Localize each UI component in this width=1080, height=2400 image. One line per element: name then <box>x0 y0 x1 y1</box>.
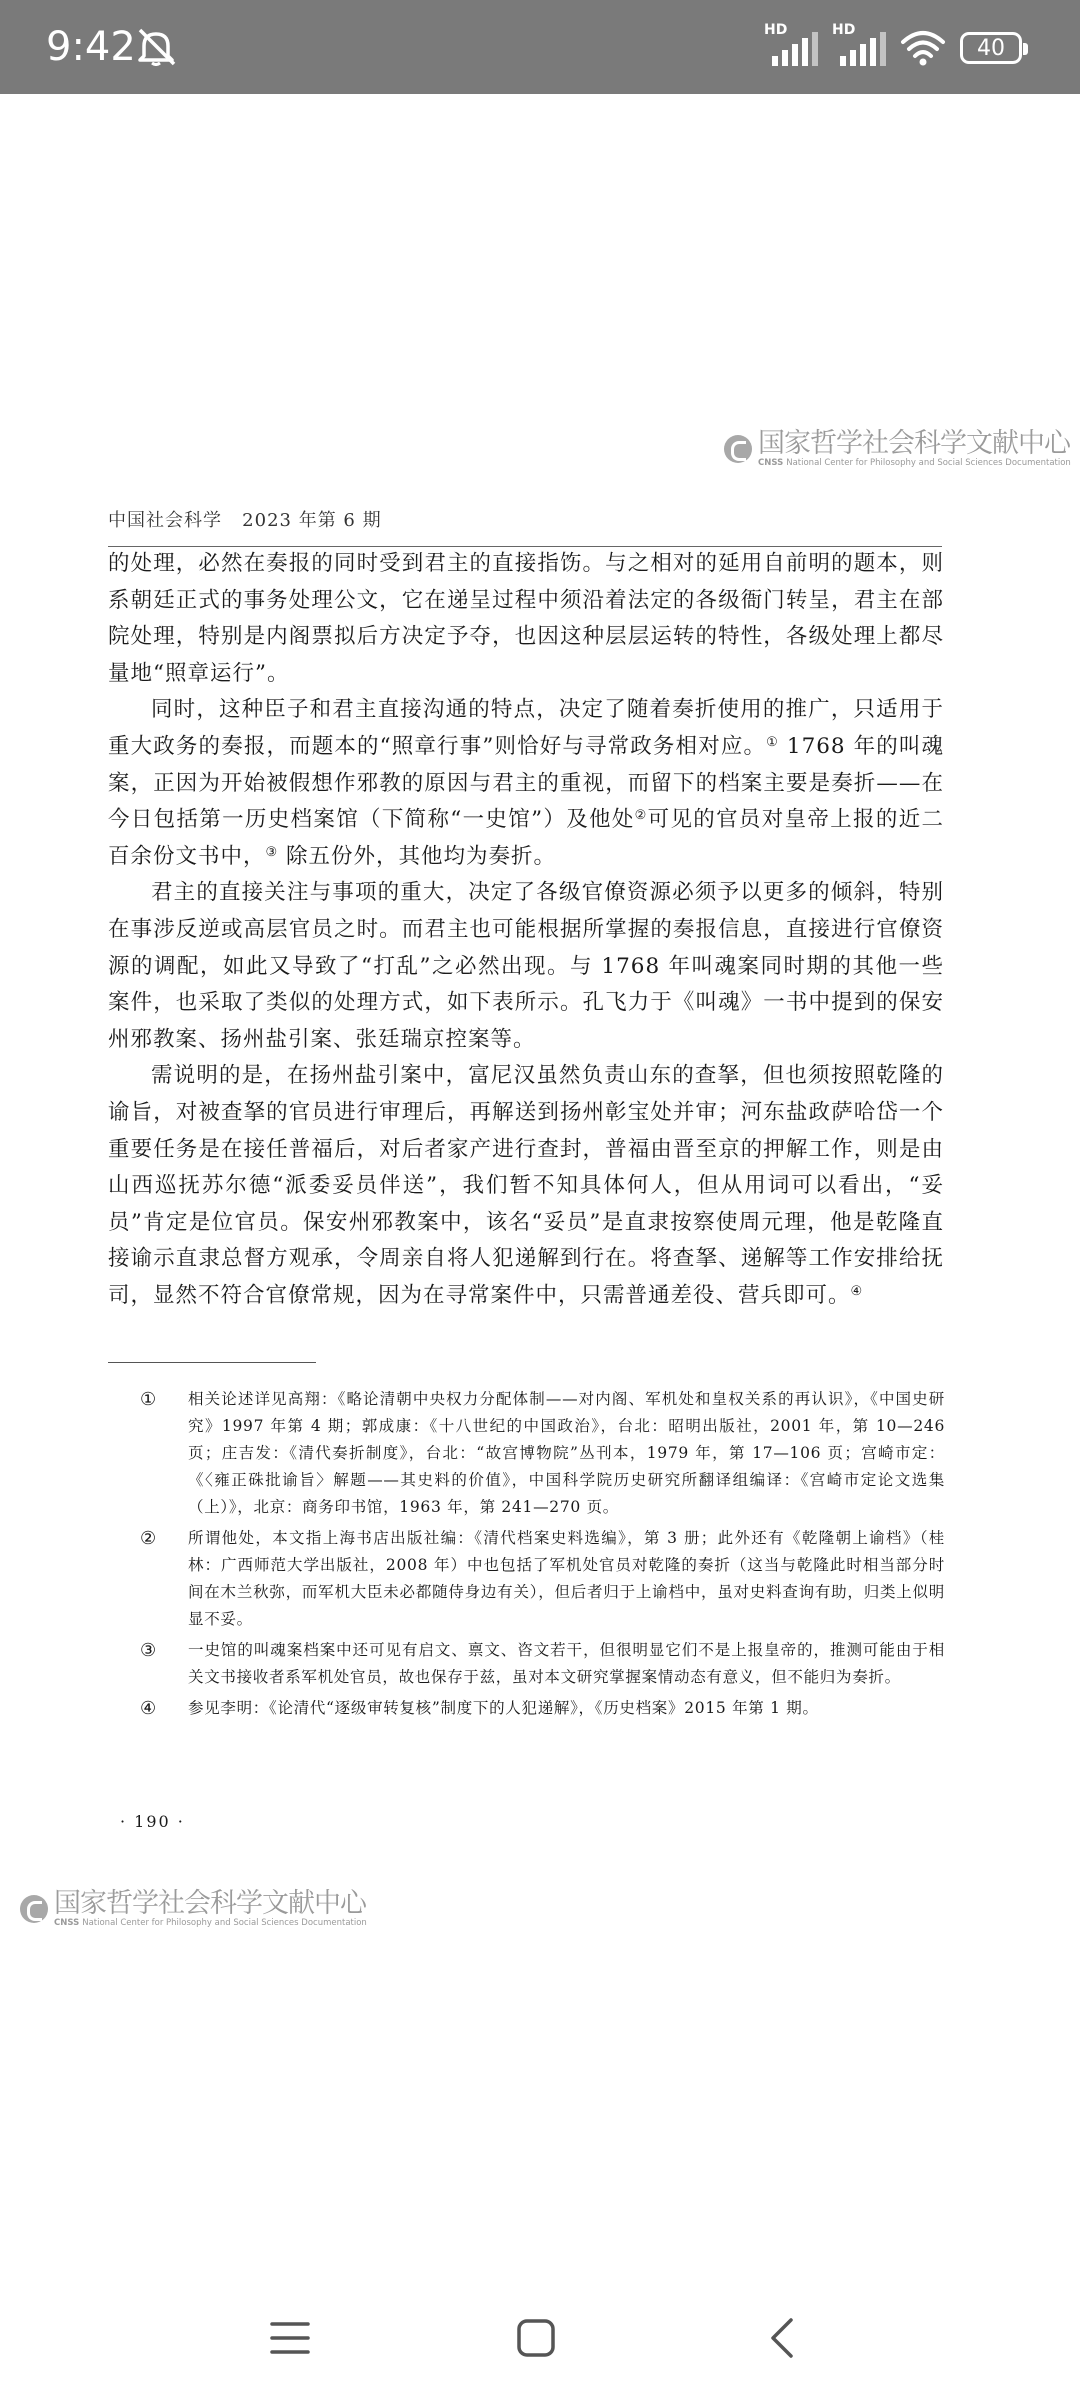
watermark-abbr: CNSS <box>758 458 784 468</box>
journal-name: 中国社会科学 <box>108 510 222 531</box>
footnote <box>140 1386 945 1521</box>
footnote-text: 一史馆的叫魂案档案中还可见有启文、禀文、咨文若干，但很明显它们不是上报皇帝的，推测可能由于相关文书接收者系军机处官员，故也保存于兹，虽对本文研究掌握案情动态有意义，但不能归为奏折。 <box>188 1641 945 1686</box>
footnote-number: ③ <box>140 1640 157 1661</box>
watermark <box>20 1890 367 1928</box>
footnote-text: 相关论述详见高翔：《略论清朝中央权力分配体制——对内阁、军机处和皇权关系的再认识》，《中国史研究》1997 年第 4 期；郭成康：《十八世纪的中国政治》，台北：昭明出版社，2001 年，第 10—246 页；庄吉发：《清代奏折制度》，台北：“故宫博物院”丛刊本，1979 年，第 17—106 页；宫崎市定：《〈雍正硃批谕旨〉解题——其史料的价值》，中国科学院历史研究所翻译组编译：《宫崎市定论文选集（上）》，北京：商务印书馆，1963 年，第 241—270 页。 <box>188 1390 945 1516</box>
wifi-icon <box>900 30 946 66</box>
paragraph: 同时，这种臣子和君主直接沟通的特点，决定了随着奏折使用的推广，只适用于重大政务的奏报，而题本的“照章行事”则恰好与寻常政务相对应。① 1768 年的叫魂案，正因为开始被假想作邪教的原因与君主的重视，而留下的档案主要是奏折——在今日包括第一历史档案馆（下简称“一史馆”）及他处②可见的官员对皇帝上报的近二百余份文书中，③ 除五份外，其他均为奏折。 <box>108 697 944 869</box>
watermark <box>724 430 1071 468</box>
watermark-abbr: CNSS <box>54 1918 80 1928</box>
footnote-number: ② <box>140 1528 157 1549</box>
footnote-ref[interactable]: ③ <box>265 844 279 860</box>
journal-issue: 2023 年第 6 期 <box>242 510 382 531</box>
watermark-title: 国家哲学社会科学文献中心 <box>758 428 1070 459</box>
footnote-ref[interactable]: ① <box>766 734 779 750</box>
watermark-title: 国家哲学社会科学文献中心 <box>54 1888 366 1919</box>
signal-icon: HD <box>764 28 818 68</box>
page-number: · 190 · <box>120 1812 185 1831</box>
signal-icon: HD <box>832 28 886 68</box>
home-icon <box>514 2316 558 2360</box>
logo-icon <box>20 1895 48 1923</box>
body-text <box>108 546 944 1314</box>
logo-icon <box>724 435 752 463</box>
battery-level: 40 <box>977 35 1005 61</box>
watermark-subtitle: National Center for Philosophy and Social Sciences Documentation <box>82 1918 367 1928</box>
navigation-bar <box>0 2290 1080 2400</box>
footnote-text: 所谓他处，本文指上海书店出版社编：《清代档案史料选编》，第 3 册；此外还有《乾隆朝上谕档》（桂林：广西师范大学出版社，2008 年）中也包括了军机处官员对乾隆的奏折（这当与乾隆此时相当部分时间在木兰秋弥，而军机大臣未必都随侍身边有关），但后者归于上谕档中，虽对史料查询有助，归类上似明显不妥。 <box>188 1529 945 1628</box>
footnote-ref[interactable]: ④ <box>850 1283 864 1299</box>
watermark-subtitle: National Center for Philosophy and Social Sciences Documentation <box>786 458 1071 468</box>
footnote-text: 参见李明：《论清代“逐级审转复核”制度下的人犯递解》，《历史档案》2015 年第 1 期。 <box>188 1699 819 1717</box>
menu-icon <box>268 2318 312 2358</box>
status-bar <box>0 0 1080 94</box>
footnote-number: ④ <box>140 1698 157 1719</box>
paragraph: 君主的直接关注与事项的重大，决定了各级官僚资源必须予以更多的倾斜，特别在事涉反逆或高层官员之时。而君主也可能根据所掌握的奏报信息，直接进行官僚资源的调配，如此又导致了“打乱”之必然出现。与 1768 年叫魂案同时期的其他一些案件，也采取了类似的处理方式，如下表所示。孔飞力于《叫魂》一书中提到的保安州邪教案、扬州盐引案、张廷瑞京控案等。 <box>108 880 944 1052</box>
page-header <box>108 506 942 547</box>
footnotes <box>140 1386 945 1726</box>
paragraph: 需说明的是，在扬州盐引案中，富尼汉虽然负责山东的查拏，但也须按照乾隆的谕旨，对被查拏的官员进行审理后，再解送到扬州彰宝处并审；河东盐政萨哈岱一个重要任务是在接任普福后，对后者家产进行查封，普福由晋至京的押解工作，则是由山西巡抚苏尔德“派委妥员伴送”，我们暂不知具体何人，但从用词可以看出，“妥员”肯定是位官员。保安州邪教案中，该名“妥员”是直隶按察使周元理，他是乾隆直接谕示直隶总督方观承，令周亲自将人犯递解到行在。将查拏、递解等工作安排给抚司，显然不符合官僚常规，因为在寻常案件中，只需普通差役、营兵即可。④ <box>108 1063 944 1308</box>
footnote <box>140 1695 945 1722</box>
mute-icon <box>134 26 178 66</box>
battery-icon <box>960 32 1022 64</box>
back-button[interactable] <box>752 2308 812 2368</box>
footnote-number: ① <box>140 1389 157 1410</box>
back-icon <box>767 2316 797 2360</box>
footnote <box>140 1637 945 1691</box>
home-button[interactable] <box>506 2308 566 2368</box>
status-time: 9:42 <box>46 24 136 70</box>
footnote-divider <box>108 1362 316 1363</box>
recent-apps-button[interactable] <box>260 2308 320 2368</box>
footnote-ref[interactable]: ② <box>634 808 648 824</box>
paragraph: 的处理，必然在奏报的同时受到君主的直接指饬。与之相对的延用自前明的题本，则系朝廷正式的事务处理公文，它在递呈过程中须沿着法定的各级衙门转呈，君主在部院处理，特别是内阁票拟后方决定予夺，也因这种层层运转的特性，各级处理上都尽量地“照章运行”。 <box>108 551 944 686</box>
footnote <box>140 1525 945 1633</box>
